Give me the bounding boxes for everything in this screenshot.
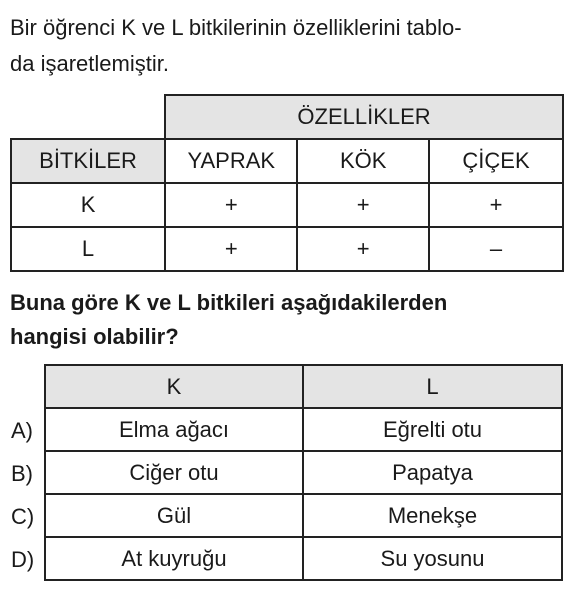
option-letter-a[interactable]: A): [11, 418, 33, 443]
option-k-cell: Elma ağacı: [45, 408, 303, 451]
blank-corner-cell: [11, 95, 165, 139]
option-k-cell: Gül: [45, 494, 303, 537]
properties-header-row: [11, 139, 563, 183]
column-header-flower: ÇİÇEK: [429, 139, 563, 183]
option-l-cell: Su yosunu: [303, 537, 562, 580]
plant-name-cell: L: [11, 227, 165, 271]
property-cell: +: [297, 227, 429, 271]
option-letter-c[interactable]: C): [11, 504, 35, 529]
question-text: [10, 286, 447, 354]
intro-text: [10, 10, 566, 82]
column-header-root: KÖK: [297, 139, 429, 183]
options-header-l: L: [303, 365, 562, 408]
option-row-a[interactable]: [45, 408, 562, 451]
properties-table: [10, 94, 564, 272]
property-cell: –: [429, 227, 563, 271]
properties-group-row: [11, 95, 563, 139]
option-letter-d[interactable]: D): [11, 547, 35, 572]
property-cell: +: [165, 183, 297, 227]
option-row-c[interactable]: [45, 494, 562, 537]
property-cell: +: [165, 227, 297, 271]
table-row: [11, 227, 563, 271]
column-header-leaf: YAPRAK: [165, 139, 297, 183]
property-cell: +: [429, 183, 563, 227]
option-l-cell: Eğrelti otu: [303, 408, 562, 451]
properties-group-header: ÖZELLİKLER: [165, 95, 563, 139]
property-cell: +: [297, 183, 429, 227]
options-header-row: [45, 365, 562, 408]
table-row: [11, 183, 563, 227]
option-row-b[interactable]: [45, 451, 562, 494]
options-table: [44, 364, 563, 581]
option-k-cell: Ciğer otu: [45, 451, 303, 494]
option-row-d[interactable]: [45, 537, 562, 580]
intro-line-1: Bir öğrenci K ve L bitkilerinin özelliklerini tablo-: [10, 15, 462, 40]
question-line-2: hangisi olabilir?: [10, 324, 179, 349]
option-l-cell: Papatya: [303, 451, 562, 494]
intro-line-2: da işaretlemiştir.: [10, 51, 169, 76]
option-letter-b[interactable]: B): [11, 461, 33, 486]
plants-header: BİTKİLER: [11, 139, 165, 183]
option-l-cell: Menekşe: [303, 494, 562, 537]
options-header-k: K: [45, 365, 303, 408]
option-k-cell: At kuyruğu: [45, 537, 303, 580]
question-line-1: Buna göre K ve L bitkileri aşağıdakilerden: [10, 290, 448, 315]
plant-name-cell: K: [11, 183, 165, 227]
